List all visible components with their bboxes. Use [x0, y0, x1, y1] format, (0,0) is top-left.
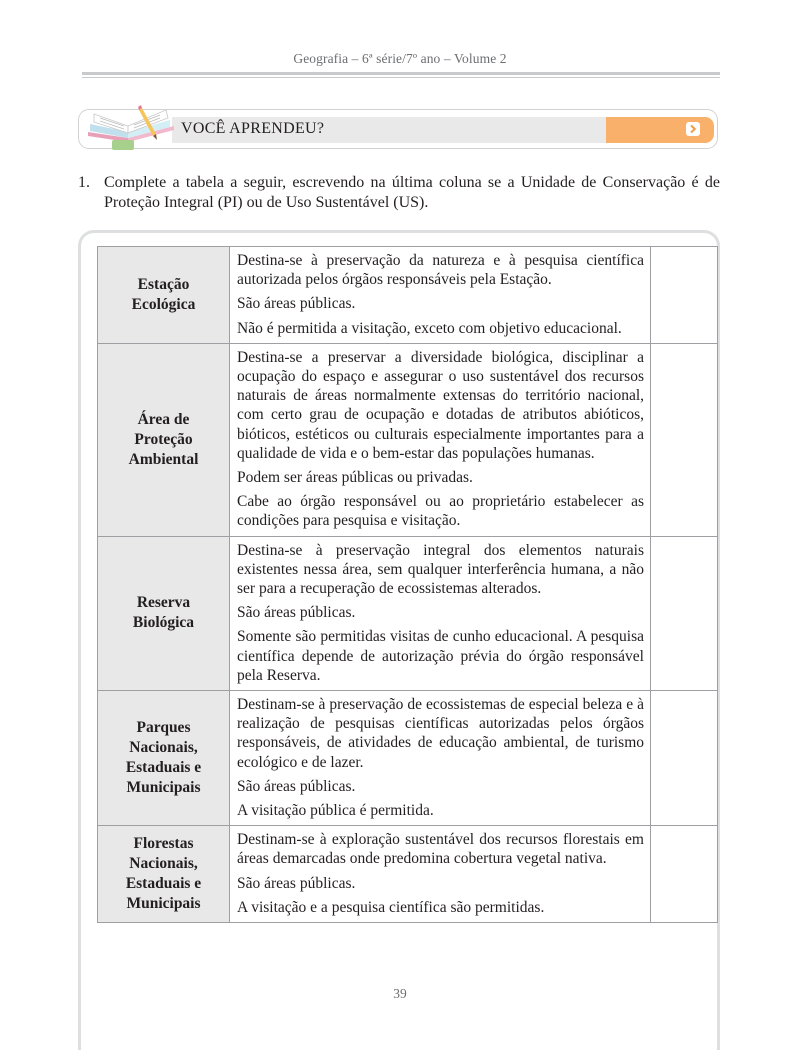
table-row	[98, 343, 718, 536]
page-number: 39	[393, 986, 407, 1001]
unit-name: Reserva Biológica	[98, 536, 230, 690]
header-rule-thin	[82, 77, 720, 78]
table-row	[98, 536, 718, 690]
header-rule	[82, 72, 720, 75]
unit-description: Destinam-se à preservação de ecossistemas de especial beleza e à realização de pesquisas científicas autorizadas pelos órgãos responsáveis, de atividades de educação ambiental, de turismo ecológico e de lazer. São áreas públicas. A visitação pública é permitida.	[230, 691, 651, 826]
table-row	[98, 691, 718, 826]
question-number: 1.	[78, 174, 90, 191]
unit-description: Destina-se a preservar a diversidade biológica, disciplinar a ocupação do espaço e assegurar o uso sustentável dos recursos naturais de áreas normalmente extensas do território nacional, com certo grau de ocupação e dotadas de atributos abióticos, bióticos, estéticos ou culturais especialmente importantes para a qualidade de vida e o bem-estar das populações humanas. Podem ser áreas públicas ou privadas. Cabe ao órgão responsável ou ao proprietário estabelecer as condições para pesquisa e visitação.	[230, 343, 651, 536]
conservation-units-table	[97, 246, 718, 923]
section-title: VOCÊ APRENDEU?	[181, 120, 325, 137]
unit-name: Florestas Nacionais, Estaduais e Municipais	[98, 826, 230, 923]
table-row	[98, 247, 718, 344]
unit-name: Estação Ecológica	[98, 247, 230, 344]
question-text: Complete a tabela a seguir, escrevendo na última coluna se a Unidade de Conservação é de Proteção Integral (PI) ou de Uso Sustentável (US).	[104, 174, 720, 211]
running-header: Geografia – 6ª série/7º ano – Volume 2	[293, 51, 507, 66]
answer-cell[interactable]	[651, 691, 718, 826]
answer-cell[interactable]	[651, 247, 718, 344]
answer-cell[interactable]	[651, 343, 718, 536]
unit-name: Parques Nacionais, Estaduais e Municipais	[98, 691, 230, 826]
table-row	[98, 826, 718, 923]
unit-description: Destinam-se à exploração sustentável dos recursos florestais em áreas demarcadas onde predomina cobertura vegetal nativa. São áreas públicas. A visitação e a pesquisa científica são permitidas.	[230, 826, 651, 923]
answer-cell[interactable]	[651, 826, 718, 923]
unit-description: Destina-se à preservação da natureza e à pesquisa científica autorizada pelos órgãos responsáveis pela Estação. São áreas públicas. Não é permitida a visitação, exceto com objetivo educacional.	[230, 247, 651, 344]
unit-description: Destina-se à preservação integral dos elementos naturais existentes nessa área, sem qualquer interferência humana, a não ser para a recuperação de ecossistemas alterados. São áreas públicas. Somente são permitidas visitas de cunho educacional. A pesquisa científica depende de autorização prévia do órgão responsável pela Reserva.	[230, 536, 651, 690]
answer-cell[interactable]	[651, 536, 718, 690]
question-1	[78, 173, 720, 213]
unit-name: Área de Proteção Ambiental	[98, 343, 230, 536]
book-pencil-icon	[84, 102, 178, 156]
chevron-right-icon	[686, 122, 700, 136]
